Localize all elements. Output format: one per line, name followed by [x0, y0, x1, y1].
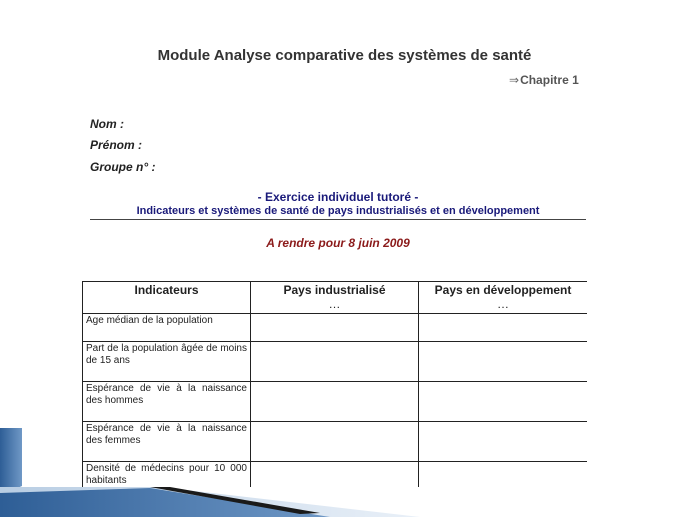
header-dots: … — [497, 297, 509, 311]
header-label: Indicateurs — [134, 283, 199, 297]
indicator-cell: Espérance de vie à la naissance des femmes — [83, 422, 251, 462]
page-title: Module Analyse comparative des systèmes de santé — [157, 47, 532, 64]
header-label: Pays en développement — [434, 283, 572, 297]
double-arrow-icon: ⇒ — [509, 73, 520, 87]
indicator-cell: Espérance de vie à la naissance des hommes — [83, 382, 251, 422]
due-date: A rendre pour 8 juin 2009 — [266, 236, 410, 250]
ornament-left-bar — [0, 428, 22, 496]
exercise-title: - Exercice individuel tutoré - — [257, 190, 419, 204]
header-label: Pays industrialisé — [283, 283, 386, 297]
indicator-cell: Densité de médecins pour 10 000 habitants — [83, 462, 251, 488]
header-dots: … — [328, 297, 341, 311]
nom-field-label: Nom : — [90, 117, 124, 131]
prenom-field-label: Prénom : — [90, 138, 143, 152]
indicator-cell: Part de la population âgée de moins de 15 ans — [83, 342, 251, 382]
indicator-cell: Age médian de la population — [83, 314, 251, 342]
exercise-subtitle: Indicateurs et systèmes de santé de pays industrialisés et en développement — [136, 205, 540, 217]
groupe-field-label: Groupe n° : — [90, 160, 156, 174]
chapter-label: Chapitre 1 — [520, 73, 579, 87]
